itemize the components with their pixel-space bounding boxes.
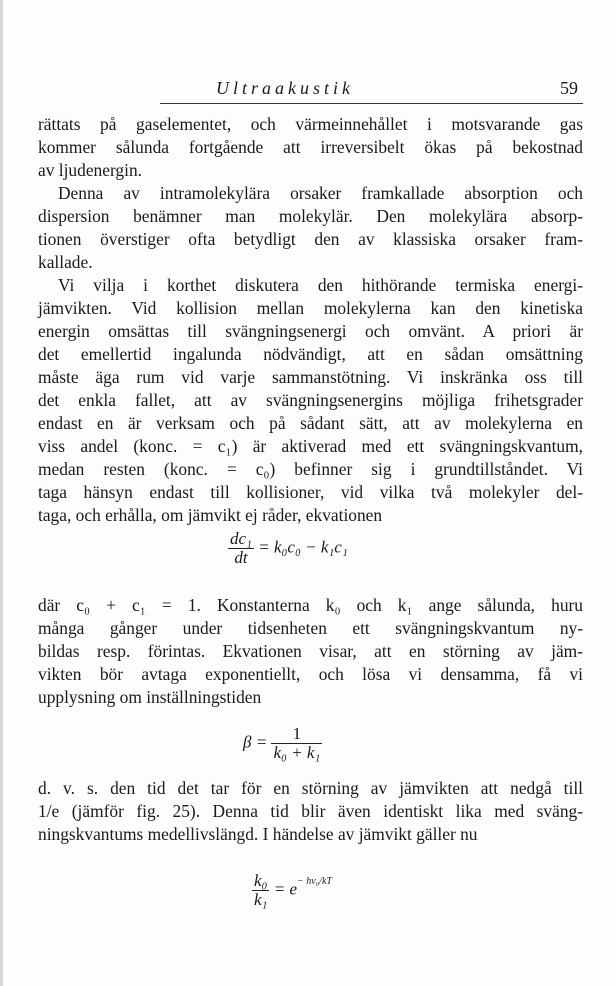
text-line: ningskvantums medellivslängd. I händelse av jämvikt gäller nu [38,824,478,844]
text-line: tionen överstiger ofta betydligt den av klassiska orsaker fram- [38,229,583,249]
text-line: måste äga rum vid varje sammanstötning. Vi inskränka oss till [38,367,583,387]
eq2-denominator: k₀ + k₁ [273,743,321,762]
eq3-denominator: k₁ [254,890,268,909]
text-line: jämvikten. Vid kollision mellan molekylerna kan den kinetiska [38,298,583,318]
text-line: många gånger under tidsenheten ett svängningskvantum ny- [38,618,583,638]
header-rule [160,103,583,104]
text-line: taga hänsyn endast till kollisioner, vid vilka två molekyler del- [38,482,583,502]
text-line: dispersion benämner man molekylär. Den molekylära absorp- [38,206,583,226]
text-line: kallade. [38,252,93,272]
eq2-numerator: 1 [271,725,322,744]
running-header-title: Ultraakustik [216,78,354,98]
text-line: det enkla fallet, att av svängningsenergins möjliga frihetsgrader [38,390,583,410]
eq3-base: = e [273,879,297,899]
text-line: taga, och erhålla, om jämvikt ej råder, ekvationen [38,505,383,525]
text-line: viss andel (konc. = c₁) är aktiverad med ett svängningskvantum, [38,436,583,456]
eq1-rhs: = k₀c₀ − k₁c₁ [258,537,348,557]
eq3-exponent: − hν₀/kT [297,876,332,888]
text-line: medan resten (konc. = c₀) befinner sig i grundtillståndet. Vi [38,459,583,479]
eq2-lhs: β = [243,732,268,752]
eq3-numerator: k₀ [254,871,268,890]
text-line: bildas resp. förintas. Ekvationen visar, att en störning av jäm- [38,641,583,661]
equation-equilibrium [252,872,332,909]
text-line: där c₀ + c₁ = 1. Konstanterna k₀ och k₁ ange sålunda, huru [38,595,583,615]
text-line: endast en är verksam och på sådant sätt, att av molekylerna en [38,413,583,433]
text-line: vikten bör avtaga exponentiellt, och lösa vi densamma, få vi [38,664,583,684]
scan-edge [0,0,3,986]
text-line: 1/e (jämför fig. 25). Denna tid blir även identiskt lika med sväng- [38,801,583,821]
text-line: det emellertid ingalunda nödvändigt, att en sådan omsättning [38,344,583,364]
eq1-denominator: dt [234,548,248,567]
text-line: energin omsättas till svängningsenergi och omvänt. A priori är [38,321,583,341]
text-line: av ljudenergin. [38,160,142,180]
text-line: rättats på gaselementet, och värmeinnehållet i motsvarande gas [38,114,583,134]
text-line: Vi vilja i korthet diskutera den hithörande termiska energi- [58,275,583,295]
text-line: d. v. s. den tid det tar för en störning av jämvikten att nedgå till [38,778,583,798]
text-line: upplysning om inställningstiden [38,687,262,707]
text-line: kommer sålunda fortgående att irreversibelt ökas på bekostnad [38,137,583,157]
equation-rate [228,530,348,567]
equation-relaxation-time [243,725,322,762]
text-line: Denna av intramolekylära orsaker framkallade absorption och [58,183,583,203]
page-number: 59 [560,78,578,98]
eq1-numerator: dc₁ [230,529,252,548]
